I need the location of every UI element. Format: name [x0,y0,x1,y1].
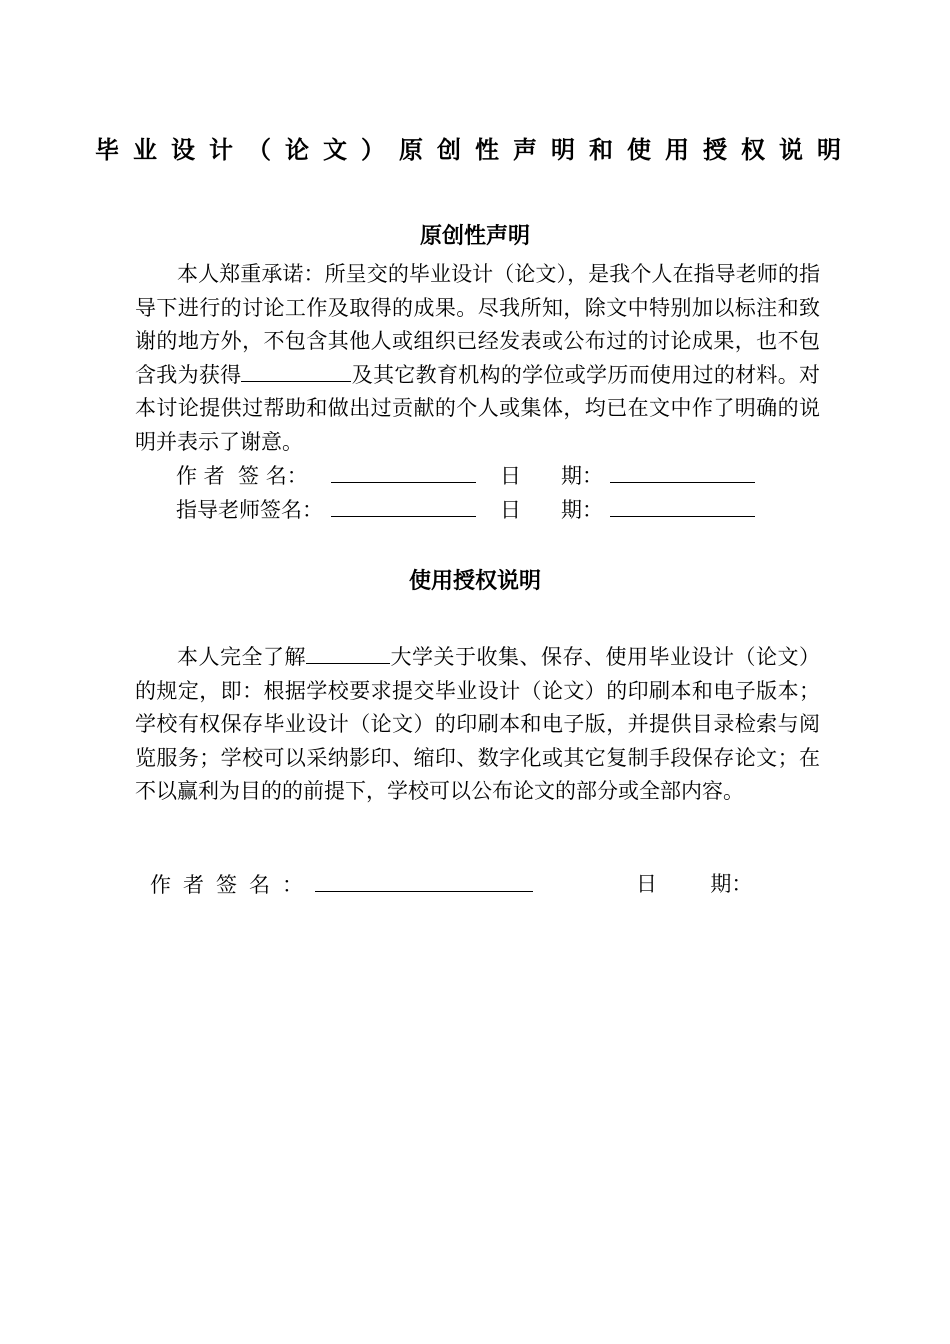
document-title: 毕业设计（论文）原创性声明和使用授权说明 [95,136,855,164]
advisor-sign-label: 指导老师签名： [176,498,323,522]
originality-text-part2: 及其它教育机构的学位或学历而使用过的材料。对本讨论提供过帮助和做出过贡献的个人或集体，均已在文中作了明确的说明并表示了谢意。 [135,362,821,454]
originality-text-part1: 本人郑重承诺：所呈交的毕业设计（论文），是我个人在指导老师的指导下进行的讨论工作及取得的成果。尽我所知，除文中特别加以标注和致谢的地方外，不包含其他人或组织已经发表或公布过的讨论成果，也不包含我为获得 [135,262,820,387]
advisor-date-line[interactable] [610,494,755,517]
author-signature-row [176,460,476,491]
author-date-line[interactable] [610,460,755,483]
author-signature-line[interactable] [331,460,476,483]
authorization-statement [135,641,820,809]
advisor-date-row [500,494,755,525]
advisor-signature-row [176,494,476,525]
originality-statement [135,258,820,459]
institution-blank-line[interactable] [241,359,351,382]
originality-heading: 原创性声明 [419,224,530,249]
date-label: 日 期： [500,464,604,488]
final-author-signature-row [150,869,533,900]
final-author-sign-label: 作者签名： [150,873,315,897]
author-date-row [500,460,755,491]
authorization-text-part1: 本人完全了解 [177,645,306,669]
university-blank-line[interactable] [306,641,390,664]
final-date-row [636,869,752,899]
date-label: 日 期： [500,498,604,522]
advisor-signature-line[interactable] [331,494,476,517]
author-sign-label: 作 者 签 名： [176,464,308,488]
final-author-signature-line[interactable] [315,869,533,892]
final-date-label: 日 期： [636,872,753,896]
authorization-text-part2: 大学关于收集、保存、使用毕业设计（论文）的规定，即：根据学校要求提交毕业设计（论文）的印刷本和电子版本；学校有权保存毕业设计（论文）的印刷本和电子版，并提供目录检索与阅览服务；学校可以采纳影印、缩印、数字化或其它复制手段保存论文；在不以赢利为目的的前提下，学校可以公布论文的部分或全部内容。 [135,645,820,803]
authorization-heading: 使用授权说明 [408,569,541,594]
